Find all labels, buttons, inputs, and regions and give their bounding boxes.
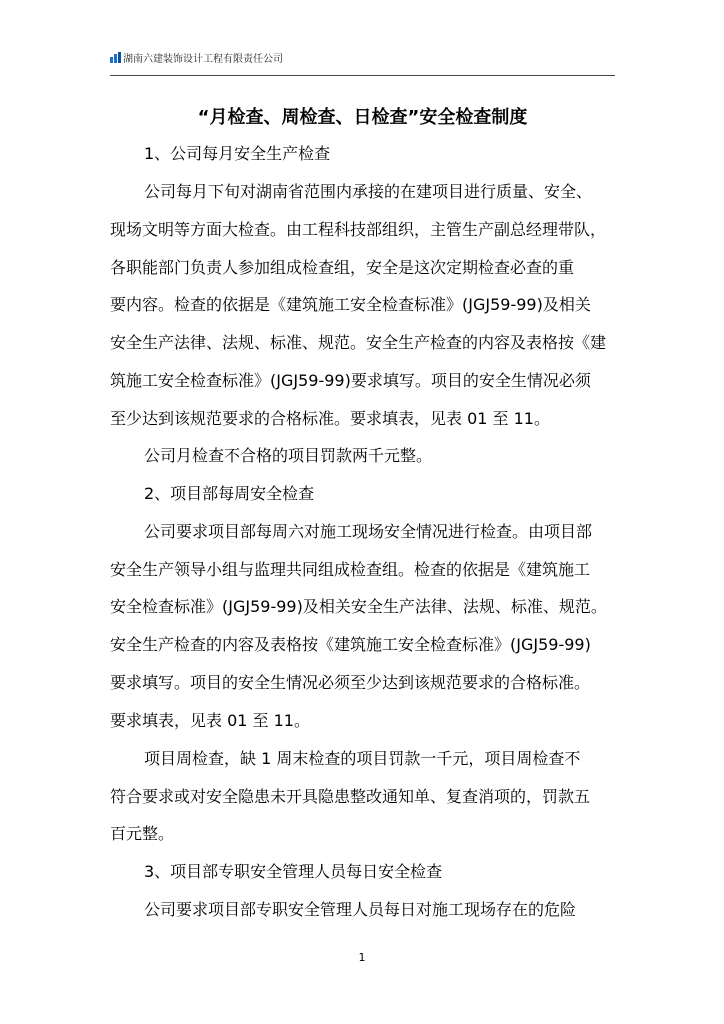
- paragraph-line: 至少达到该规范要求的合格标准。要求填表，见表 01 至 11。: [110, 409, 550, 428]
- paragraph-line: 公司每月下旬对湖南省范围内承接的在建项目进行质量、安全、: [144, 182, 593, 201]
- paragraph-line: 安全生产领导小组与监理共同组成检查组。检查的依据是《建筑施工: [110, 560, 591, 579]
- section-heading-2: 2、项目部每周安全检查: [144, 484, 315, 503]
- section-heading-3: 3、项目部专职安全管理人员每日安全检查: [144, 862, 443, 881]
- page-number: 1: [358, 951, 366, 964]
- paragraph-line: 各职能部门负责人参加组成检查组，安全是这次定期检查必查的重: [110, 258, 575, 277]
- paragraph-line: 要内容。检查的依据是《建筑施工安全检查标准》(JGJ59-99)及相关: [110, 295, 591, 314]
- paragraph-line: 公司要求项目部专职安全管理人员每日对施工现场存在的危险: [144, 900, 577, 919]
- paragraph-line: 百元整。: [110, 824, 175, 843]
- page-header: [110, 50, 283, 65]
- paragraph-line: 现场文明等方面大检查。由工程科技部组织，主管生产副总经理带队，: [110, 220, 607, 239]
- document-title: “月检查、周检查、日检查”安全检查制度: [197, 107, 528, 128]
- company-name: 湖南六建装饰设计工程有限责任公司: [123, 54, 283, 65]
- paragraph-line: 公司月检查不合格的项目罚款两千元整。: [144, 446, 433, 465]
- header-divider: [110, 75, 615, 76]
- company-logo-icon: [110, 52, 121, 63]
- paragraph-line: 安全生产法律、法规、标准、规范。安全生产检查的内容及表格按《建: [110, 333, 607, 352]
- paragraph-line: 安全生产检查的内容及表格按《建筑施工安全检查标准》(JGJ59-99): [110, 635, 591, 654]
- paragraph-line: 符合要求或对安全隐患未开具隐患整改通知单、复查消项的，罚款五: [110, 787, 591, 806]
- paragraph-line: 安全检查标准》(JGJ59-99)及相关安全生产法律、法规、标准、规范。: [110, 597, 607, 616]
- paragraph-line: 要求填表，见表 01 至 11。: [110, 711, 310, 730]
- paragraph-line: 公司要求项目部每周六对施工现场安全情况进行检查。由项目部: [144, 522, 593, 541]
- section-heading-1: 1、公司每月安全生产检查: [144, 144, 331, 163]
- paragraph-line: 项目周检查，缺 1 周末检查的项目罚款一千元，项目周检查不: [144, 749, 581, 768]
- paragraph-line: 筑施工安全检查标准》(JGJ59-99)要求填写。项目的安全生情况必须: [110, 371, 591, 390]
- paragraph-line: 要求填写。项目的安全生情况必须至少达到该规范要求的合格标准。: [110, 673, 591, 692]
